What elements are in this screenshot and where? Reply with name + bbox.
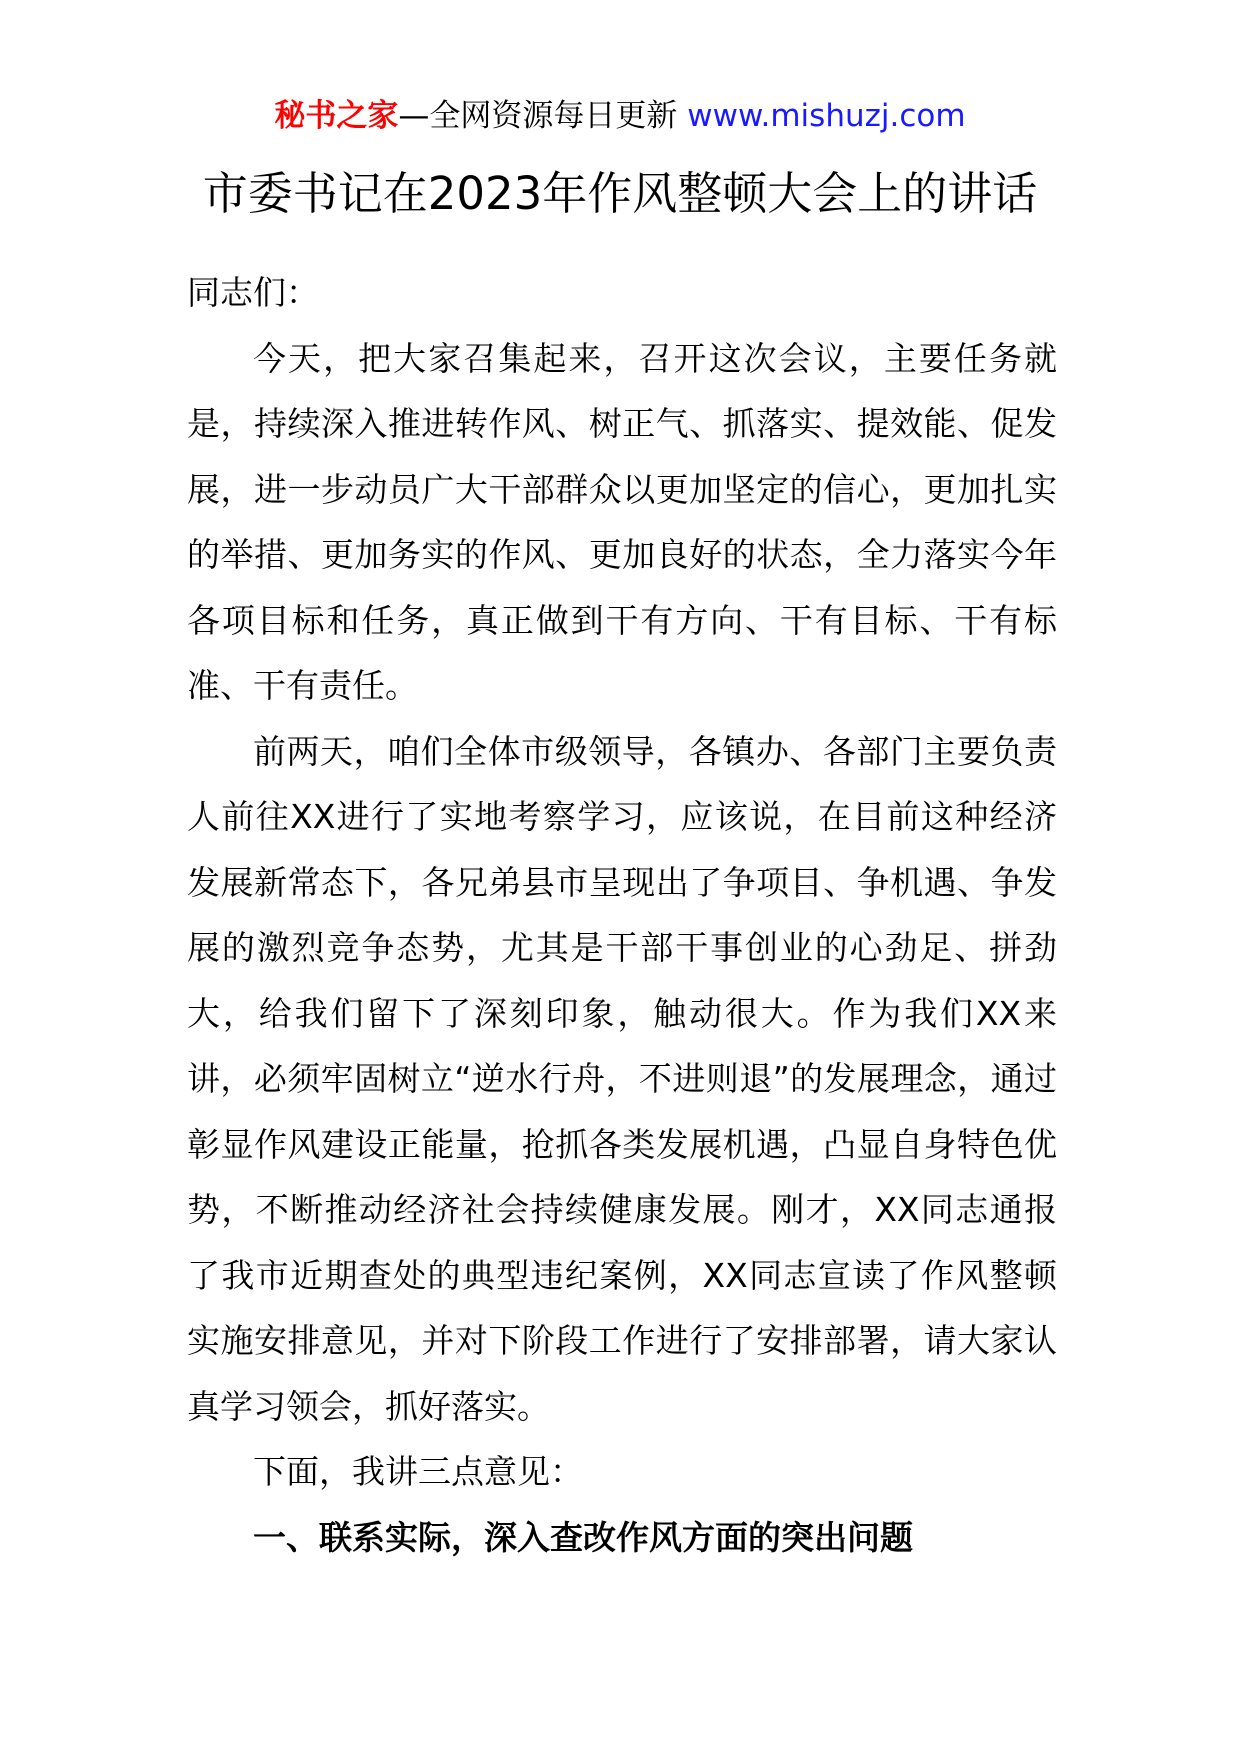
paragraph-1: 今天，把大家召集起来，召开这次会议，主要任务就是，持续深入推进转作风、树正气、抓落实、提效能、促发展，进一步动员广大干部群众以更加坚定的信心，更加扎实的举措、更加务实的作风、更加良好的状态，全力落实今年各项目标和任务，真正做到干有方向、干有目标、干有标准、干有责任。 [187, 338, 1057, 705]
paragraph-3: 下面，我讲三点意见： [253, 1452, 583, 1491]
document-title: 市委书记在2023年作风整顿大会上的讲话 [202, 167, 1038, 220]
site-slogan: —全网资源每日更新 [398, 98, 688, 134]
paragraph-2: 前两天，咱们全体市级领导，各镇办、各部门主要负责人前往XX进行了实地考察学习，应该说，在目前这种经济发展新常态下，各兄弟县市呈现出了争项目、争机遇、争发展的激烈竞争态势，尤其是干部干事创业的心劲足、拼劲大，给我们留下了深刻印象，触动很大。作为我们XX来讲，必须牢固树立“逆水行舟，不进则退”的发展理念，通过彰显作风建设正能量，抢抓各类发展机遇，凸显自身特色优势，不断推动经济社会持续健康发展。刚才，XX同志通报了我市近期查处的典型违纪案例，XX同志宣读了作风整顿实施安排意见，并对下阶段工作进行了安排部署，请大家认真学习领会，抓好落实。 [187, 731, 1057, 1426]
brand-name: 秘书之家 [274, 98, 399, 134]
section-heading-1: 一、联系实际，深入查改作风方面的突出问题 [253, 1517, 913, 1557]
salutation: 同志们： [187, 273, 319, 312]
document-body [187, 260, 1057, 1570]
site-banner [0, 96, 1240, 136]
site-url-link[interactable]: www.mishuzj.com [687, 98, 966, 134]
